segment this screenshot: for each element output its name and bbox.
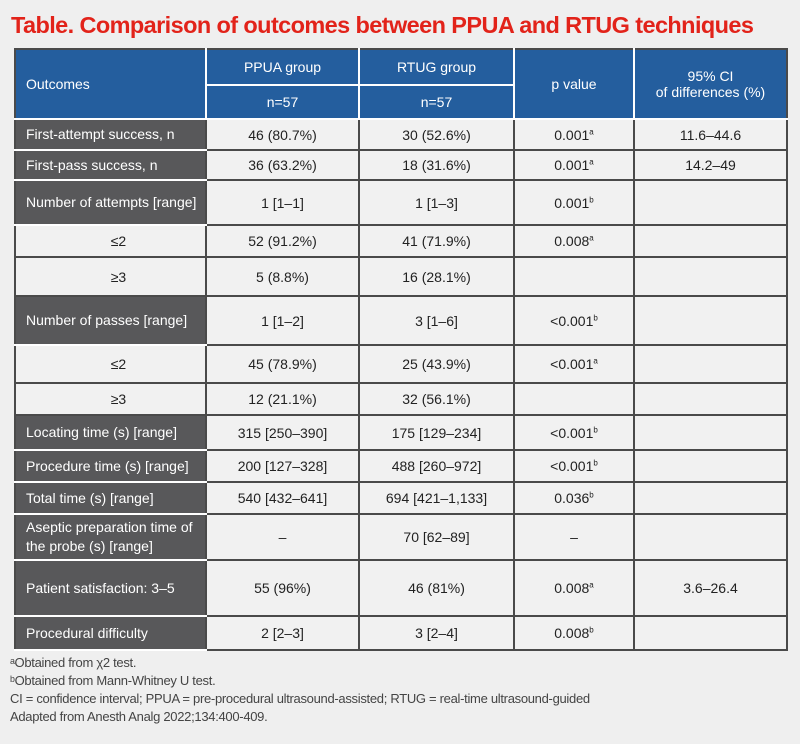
p-value: <0.001$^b$ bbox=[514, 450, 634, 482]
header-rtug-n: n=57 bbox=[359, 85, 514, 119]
ci-value bbox=[634, 180, 787, 225]
row-label: ≤2 bbox=[15, 345, 206, 383]
ppua-value: 1 [1–1] bbox=[206, 180, 359, 225]
footnote: ᵃObtained from χ2 test. bbox=[10, 655, 137, 670]
footnote-marker: b bbox=[589, 490, 594, 500]
table-row bbox=[15, 296, 787, 345]
rtug-value: 30 (52.6%) bbox=[359, 119, 514, 150]
row-label: First-attempt success, n bbox=[15, 119, 206, 150]
ci-value bbox=[634, 450, 787, 482]
rtug-value: 16 (28.1%) bbox=[359, 257, 514, 296]
table-title: Table. Comparison of outcomes between PPUA and RTUG techniques bbox=[11, 12, 754, 38]
rtug-value: 1 [1–3] bbox=[359, 180, 514, 225]
ppua-value: – bbox=[206, 514, 359, 560]
footnote-marker: a bbox=[589, 233, 594, 243]
p-value bbox=[514, 383, 634, 415]
footnote-marker: a bbox=[589, 157, 594, 167]
p-value: – bbox=[514, 514, 634, 560]
ci-value bbox=[634, 514, 787, 560]
ci-value bbox=[634, 257, 787, 296]
footnotes bbox=[10, 654, 590, 726]
ppua-value: 540 [432–641] bbox=[206, 482, 359, 514]
outcomes-table bbox=[14, 48, 788, 651]
p-value: 0.008$^a$ bbox=[514, 560, 634, 616]
ci-value: 14.2–49 bbox=[634, 150, 787, 180]
footnote-marker: a bbox=[589, 126, 594, 136]
table-row bbox=[15, 150, 787, 180]
ppua-value: 5 (8.8%) bbox=[206, 257, 359, 296]
row-label: ≤2 bbox=[15, 225, 206, 257]
footnote-marker: b bbox=[593, 312, 598, 322]
rtug-value: 3 [1–6] bbox=[359, 296, 514, 345]
header-rtug: RTUG group bbox=[359, 49, 514, 85]
footnote-marker: a bbox=[589, 580, 594, 590]
footnote-marker: b bbox=[589, 625, 594, 635]
table-row bbox=[15, 616, 787, 650]
ppua-value: 2 [2–3] bbox=[206, 616, 359, 650]
rtug-value: 46 (81%) bbox=[359, 560, 514, 616]
table-row bbox=[15, 345, 787, 383]
footnote-marker: b bbox=[593, 424, 598, 434]
row-label: Patient satisfaction: 3–5 bbox=[15, 560, 206, 616]
header-p-value: p value bbox=[514, 49, 634, 119]
table-row bbox=[15, 383, 787, 415]
p-value: <0.001$^b$ bbox=[514, 296, 634, 345]
table-row bbox=[15, 415, 787, 450]
ppua-value: 55 (96%) bbox=[206, 560, 359, 616]
row-label: Number of passes [range] bbox=[15, 296, 206, 345]
ppua-value: 36 (63.2%) bbox=[206, 150, 359, 180]
ci-value bbox=[634, 296, 787, 345]
table-row bbox=[15, 514, 787, 560]
p-value: 0.001$^b$ bbox=[514, 180, 634, 225]
ppua-value: 52 (91.2%) bbox=[206, 225, 359, 257]
header-ci: 95% CI of differences (%) bbox=[634, 49, 787, 119]
p-value: 0.008$^a$ bbox=[514, 225, 634, 257]
row-label: ≥3 bbox=[15, 383, 206, 415]
row-label: Total time (s) [range] bbox=[15, 482, 206, 514]
rtug-value: 694 [421–1,133] bbox=[359, 482, 514, 514]
rtug-value: 32 (56.1%) bbox=[359, 383, 514, 415]
row-label: Procedure time (s) [range] bbox=[15, 450, 206, 482]
rtug-value: 3 [2–4] bbox=[359, 616, 514, 650]
p-value: 0.036$^b$ bbox=[514, 482, 634, 514]
row-label: Number of attempts [range] bbox=[15, 180, 206, 225]
footnote-marker: b bbox=[593, 458, 598, 468]
header-ppua-n: n=57 bbox=[206, 85, 359, 119]
ci-value bbox=[634, 482, 787, 514]
row-label: First-pass success, n bbox=[15, 150, 206, 180]
table-row bbox=[15, 119, 787, 150]
ppua-value: 200 [127–328] bbox=[206, 450, 359, 482]
ci-value bbox=[634, 225, 787, 257]
rtug-value: 25 (43.9%) bbox=[359, 345, 514, 383]
ppua-value: 1 [1–2] bbox=[206, 296, 359, 345]
p-value: 0.008$^b$ bbox=[514, 616, 634, 650]
ppua-value: 12 (21.1%) bbox=[206, 383, 359, 415]
row-label: Aseptic preparation time of the probe (s) [range] bbox=[15, 514, 206, 560]
p-value: <0.001$^b$ bbox=[514, 415, 634, 450]
ci-value: 3.6–26.4 bbox=[634, 560, 787, 616]
ci-value bbox=[634, 616, 787, 650]
row-label: ≥3 bbox=[15, 257, 206, 296]
p-value: <0.001$^a$ bbox=[514, 345, 634, 383]
table-row bbox=[15, 257, 787, 296]
footnote-marker: b bbox=[589, 194, 594, 204]
ci-value: 11.6–44.6 bbox=[634, 119, 787, 150]
footnote-marker: a bbox=[593, 356, 598, 366]
ci-value bbox=[634, 345, 787, 383]
header-ppua: PPUA group bbox=[206, 49, 359, 85]
rtug-value: 18 (31.6%) bbox=[359, 150, 514, 180]
table-row bbox=[15, 450, 787, 482]
footnote: CI = confidence interval; PPUA = pre-procedural ultrasound-assisted; RTUG = real-time ultrasound-guided bbox=[10, 691, 590, 706]
rtug-value: 41 (71.9%) bbox=[359, 225, 514, 257]
row-label: Locating time (s) [range] bbox=[15, 415, 206, 450]
ppua-value: 315 [250–390] bbox=[206, 415, 359, 450]
p-value bbox=[514, 257, 634, 296]
ci-value bbox=[634, 383, 787, 415]
rtug-value: 70 [62–89] bbox=[359, 514, 514, 560]
header-outcomes: Outcomes bbox=[15, 49, 206, 119]
table-row bbox=[15, 225, 787, 257]
rtug-value: 175 [129–234] bbox=[359, 415, 514, 450]
table-row bbox=[15, 180, 787, 225]
table-row bbox=[15, 482, 787, 514]
ppua-value: 45 (78.9%) bbox=[206, 345, 359, 383]
footnote: ᵇObtained from Mann-Whitney U test. bbox=[10, 673, 216, 688]
table-row bbox=[15, 560, 787, 616]
rtug-value: 488 [260–972] bbox=[359, 450, 514, 482]
footnote: Adapted from Anesth Analg 2022;134:400-409. bbox=[10, 709, 268, 724]
ppua-value: 46 (80.7%) bbox=[206, 119, 359, 150]
p-value: 0.001$^a$ bbox=[514, 119, 634, 150]
row-label: Procedural difficulty bbox=[15, 616, 206, 650]
p-value: 0.001$^a$ bbox=[514, 150, 634, 180]
ci-value bbox=[634, 415, 787, 450]
